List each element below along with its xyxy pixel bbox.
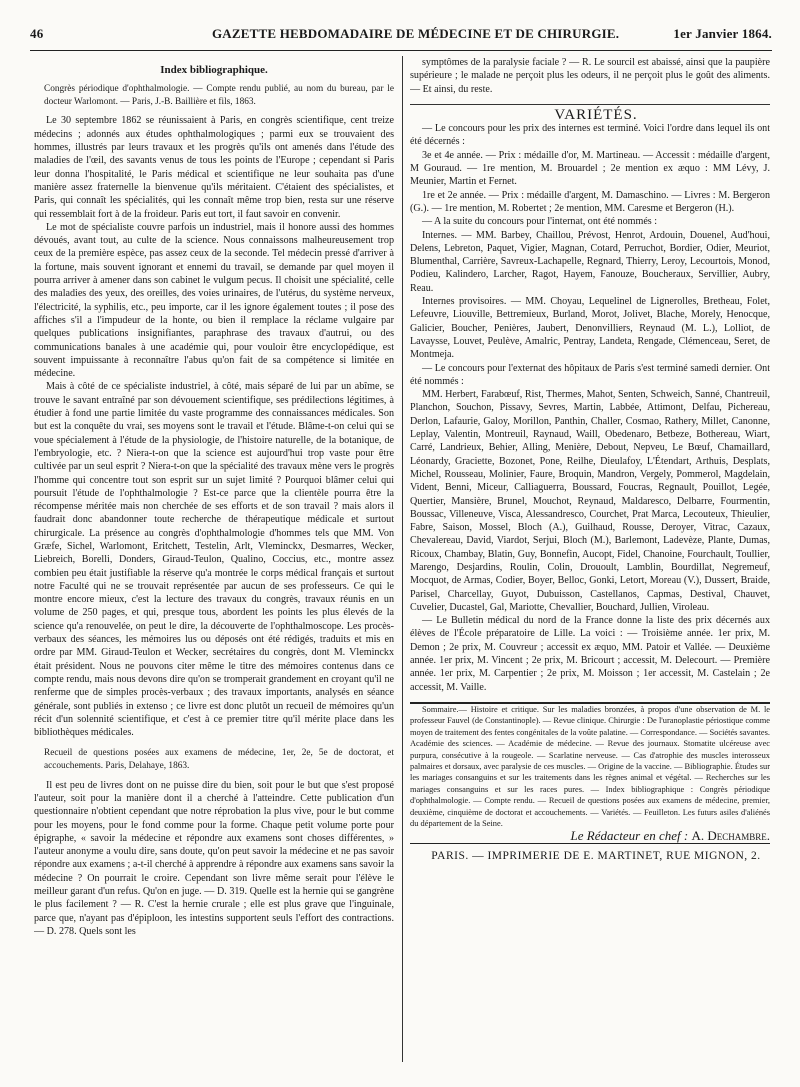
paragraph: symptômes de la paralysie faciale ? — R. Le sourcil est abaissé, ainsi que la paupière supérieure ; le malade ne perçoit plus les odeurs, il ne perçoit plus le goût des aliments. — Et ainsi, du reste. bbox=[410, 57, 770, 95]
column-divider bbox=[402, 56, 403, 1062]
redacteur-name: A. Dechambre. bbox=[691, 828, 770, 844]
paragraph: Internes provisoires. — MM. Choyau, Lequelinel de Lignerolles, Bretheau, Folet, Lefeuvre, Liouville, Bettremieux, Burland, Morot, Jolivet, Blache, Morely, Henocque, Galicier, Boucher, Penières, Jaubert, Denonvilliers, Reynaud (M. L.), Lolliot, de Lavaysse, Louvet, Peulève, Amalric, Pentray, Landeta, Rengade, Clémenceau, Seret, de Montmeja. bbox=[410, 296, 770, 361]
paragraph: — Le Bulletin médical du nord de la France donne la liste des prix décernés aux élèves de l'École préparatoire de Lille. La voici : — Troisième année. 1er prix, M. Demon ; 2e prix, M. Couvreur ; accessit ex æquo, MM. Patoir et Vallée. — Deuxième année. 1er prix, M. Vincent ; 2e prix, M. Bricourt ; accessit, M. Delecourt. — Première année. 1er prix, M. Carpentier ; 2e prix, M. Moisson ; 1er accessit, M. Castelain ; 2e accessit, M. Vaille. bbox=[410, 615, 770, 693]
paragraph: 3e et 4e année. — Prix : médaille d'or, M. Martineau. — Accessit : médaille d'argent, M Gouraud. — 1re mention, M. Brouardel ; 2e mention ex æquo : MM Lévy, J. Meunier, Martin et Fernet. bbox=[410, 149, 770, 188]
page-number: 46 bbox=[30, 26, 44, 41]
header-rule bbox=[30, 50, 772, 51]
right-column bbox=[410, 56, 770, 1066]
issue-date: 1er Janvier 1864. bbox=[673, 26, 772, 41]
page-header bbox=[30, 26, 772, 46]
varietes-rule bbox=[410, 104, 770, 105]
spacer bbox=[34, 739, 394, 747]
paragraph: Le 30 septembre 1862 se réunissaient à Paris, en congrès scientifique, cent treize médecins ; adonnés aux études ophthalmologiques ; parmi eux se trouvaient des hommes, illustrés par leurs travaux et les progrès qu'ils ont amenés dans l'étude des maladies de l'œil, des savants venus de tous les points de l'Europe ; cependant si Paris leur donna l'hospitalité, le Paris médical et scientifique ne leur souhaita pas d'une manière assez fraternelle la bienvenue qu'ils méritaient. C'étaient des spécialistes, et Paris, qui connaît les spécialités, qui les connaît même trop bien, resta sur une réserve qui ressemblait fort à de la froideur. Paris eut tort, il faut savoir en convenir. bbox=[34, 115, 394, 220]
paragraph: 1re et 2e année. — Prix : médaille d'argent, M. Damaschino. — Livres : M. Bergeron (G.). — 1re mention, M. Robertet ; 2e mention, MM. Caresme et Bergeron (H.). bbox=[410, 189, 770, 214]
left-column bbox=[34, 56, 394, 1066]
redacteur-line bbox=[410, 829, 770, 842]
redacteur-label: Le Rédacteur en chef : bbox=[570, 828, 689, 844]
sommaire bbox=[410, 704, 770, 829]
paragraph: — Le concours pour l'externat des hôpitaux de Paris s'est terminé samedi dernier. Ont été nommés : bbox=[410, 362, 770, 387]
paragraph: Mais à côté de ce spécialiste industriel, à côté, mais séparé de lui par un abîme, se trouve le savant entraîné par son dévouement scientifique, ses prédilections légitimes, à étudier à fond une partie limitée du vaste programme des connaissances médicales. Son but est la conquête du vrai, ses moyens sont le travail et l'étude. Blâme-t-on celui qui se voue spécialement à l'étude de la physiologie, de l'histoire naturelle, de la botanique, de l'embryologie, etc. ? Niera-t-on que la science est aujourd'hui trop vaste pour être cultivée par un seul esprit ? Niera-t-on que la spécialité des travaux mène vers le progrès l'homme qui concentre tout son esprit sur un sujet limité ? Pourquoi blâmer celui qui poursuit l'étude de l'ophthalmologie ? Est-ce parce que la clientèle pourra être la récompense méritée mais non cherchée de ses efforts et de son travail ? mais alors il faudrait donc abandonner toute recherche de thérapeutique médicale et surtout chirurgicale. La présence au congrès d'ophthalmologie d'hommes tels que MM. Von Græfe, Sichel, Warlomont, Eritchett, Testelin, Arlt, Vleminckx, Desmarres, Wecker, Liebreich, Borelli, Donders, Giraud-Teulon, Qualino, Coccius, etc., montre assez combien peu était justifiable la réserve qu'a montrée le corps médical français et surtout notre Faculté qui ne se trouvait représentée par aucun de ses professeurs. Ce qui le montre encore mieux, c'est la lecture des travaux du congrès, travaux réunis en un volume de 250 pages, et qui, presque tous, abordent les points les plus élevés de la science qu'a renouvelée, on peut le dire, la découverte de l'ophthalmoscope. Les procès-verbaux des séances, les mémoires lus ou déposés ont été rédigés, traduits et mis en ordre par MM. Giraud-Teulon et Wecker, secrétaires du congrès, dont M. Vleminckx était président. Nous ne pouvons citer même le titre des mémoires contenus dans ce compte rendu, mais nous devons dire qu'on se tromperait grandement en croyant qu'il ne renferme que de simples procès-verbaux ; des travaux importants, analysés en séance générale, sont publiés in extenso ; ce livre est donc plutôt un recueil de mémoires qu'un récit d'un solennité scientifique, et c'est à ce premier titre qu'il mérite place dans les bibliothèques médicales. bbox=[34, 381, 394, 739]
paragraph: Il est peu de livres dont on ne puisse dire du bien, soit pour le but que s'est proposé l'auteur, soit pour la manière dont il a cherché à l'atteindre. Cette publication d'un questionnaire n'obtient cependant que notre réprobation la plus vive, pour le but comme pour les moyens, pour le fond comme pour la forme. Chaque petit volume porte pour épigraphe, « savoir la médecine et répondre aux examens sont choses différentes, » l'auteur anonyme a voulu dire, sans doute, qu'on peut savoir la médecine et ne pas savoir répondre aux examens ; a-t-il cherché à apprendre à répondre aux examens sans savoir la médecine ? On pourrait le croire. Cependant son livre même serait pour l'élève le meilleur garant d'un refus. Qu'on en juge. — D. 319. Quelle est la hernie qui se gangrène le plus facilement ? — R. C'est la hernie crurale ; elle est plus grave que l'inguinale, parce que, n'ayant pas d'épiploon, les intestins supportent seuls l'effort des contractions. — D. 278. Quels sont les bbox=[34, 779, 394, 937]
reference-congres: Congrès périodique d'ophthalmologie. — Compte rendu publié, au nom du bureau, par le docteur Warlomont. — Paris, J.-B. Baillière et fils, 1863. bbox=[44, 84, 394, 107]
paragraph: — Le concours pour les prix des internes est terminé. Voici l'ordre dans lequel ils ont été décernés : bbox=[410, 123, 770, 148]
journal-title: GAZETTE HEBDOMADAIRE DE MÉDECINE ET DE CHIRURGIE. bbox=[212, 26, 620, 41]
sommaire-label: Sommaire.— bbox=[422, 704, 467, 714]
imprint: PARIS. — IMPRIMERIE DE E. MARTINET, RUE MIGNON, 2. bbox=[431, 849, 761, 862]
sommaire-text: Histoire et critique. Sur les maladies bronzées, à propos d'une observation de M. le professeur Fauvel (de Constantinople). — Revue clinique. Chirurgie : De l'uranoplastie périostique comme moyen de traitement des fentes congénitales de la voûte palatine. — Correspondance. — Sociétés savantes. Académie des sciences. — Académie de médecine. — Revue des journaux. Stomatite ulcéreuse avec purpura, consécutive à la rougeole. — Scarlatine nerveuse. — Cas d'atrophie des muscles interosseux palmaires et dorsaux, avec paralysie de ces muscles. — Origine de la vaccine. — Bibliographie. Études sur les mariages consanguins et sur les traitements dans les règnes animal et végétal. — Recherches sur les mariages consanguins et sur les races pures. — Index bibliographique : Congrès périodique d'ophthalmologie. — Compte rendu. — Recueil de questions posées aux examens de médecine, premier, deuxième, cinquième de doctorat et accouchements. — Variétés. — Feuilleton. Les futurs asiles d'aliénés du département de la Seine. bbox=[410, 704, 770, 829]
paragraph: Le mot de spécialiste couvre parfois un industriel, mais il honore aussi des hommes dévoués, avant tout, au culte de la science. Nous connaissons malheureusement trop ceux de la première espèce, pas assez ceux de la seconde. Tel médecin pressé d'arriver à la fortune, mais souvent ignorant et ennemi du travail, se demande par quel moyen il pourra arriver à amener dans son cabinet le vulgum pecus. Il choisit une spécialité, celle des maladies des yeux, des oreilles, des voies urinaires, de l'utérus, du système nerveux, l'électricité, la syphilis, etc., peu importe, car il les ignore également toutes ; il pose des affiches s'il a l'impudeur de la honte, ou bien il remplace la réclame vulgaire par quelques publications insignifiantes, paraphrase des travaux d'autrui, ou des communications banales à une académie qui, pour vouloir être encyclopédique, est souvent impuissante à reconnaître l'abus qu'on fait de sa compétence si limitée en médecine. bbox=[34, 221, 394, 380]
section-title-index: Index bibliographique. bbox=[160, 64, 268, 76]
paragraph: Internes. — MM. Barbey, Chaillou, Prévost, Henrot, Ardouin, Douenel, Aud'houi, Delens, Lebreton, Paquet, Vigier, Magnan, Cotard, Perruchot, Bordier, Odier, Meuriot, Blumenthal, Carrière, Savreux-Lachapelle, Regnard, Thierry, Leroy, Lecourtois, Monod, Podieu, Kalindero, Larcher, Ragot, Hayem, Fanouze, Boucheraux, Servillier, Aubry, Reau. bbox=[410, 229, 770, 294]
paragraph: — A la suite du concours pour l'internat, ont été nommés : bbox=[422, 216, 658, 228]
reference-recueil: Recueil de questions posées aux examens de médecine, 1er, 2e, 5e de doctorat, et accouchements. Paris, Delahaye, 1863. bbox=[44, 748, 394, 772]
section-title-varietes: VARIÉTÉS. bbox=[554, 106, 638, 123]
paragraph: MM. Herbert, Farabœuf, Rist, Thermes, Mahot, Senten, Schweich, Sanné, Chantreuil, Planchon, Souchon, Pissavy, Sevres, Martin, Labbée, Attimont, Delfau, Pichereau, Derlon, Lafaurie, Galoy, Morillon, Panthin, Challer, Cosmao, Rathery, Millet, Canonne, Leplay, Valentin, Montreuil, Raynaud, Waill, Obedenaro, Betbeze, Bothereau, Wiart, Carré, Landrieux, Behier, Alling, Menière, Debout, Nepveu, Le Bœuf, Chamaillard, Léonardy, Graciette, Bozonet, Pone, Reilhe, Dieulafoy, L'Étendart, Arthuis, Desplats, Michel, Rousseau, Molinier, Faure, Broquin, Mandron, Vergely, Pommerol, Magdelain, Vident, Benni, Miceur, Calliaguerra, Boussard, Foucras, Regnault, Pouillot, Legée, Quertier, Mansière, Brunel, Mouchot, Reynaud, Maldaresco, Delbarre, Fourmentin, Boussac, Villeneuve, Visca, Alessandresco, Courchet, Prat Marca, Lecouteux, Thieulier, Fabre, Saison, Mossel, Bloch (A.), Guilhaud, Rousse, Deroyer, Vitrac, Cazaux, Chevalereau, David, Viardot, Serjui, Bloch (M.), Barlemont, Ladevèze, Plante, Dumas, Ricoux, Chambay, Blatin, Guy, Bonnefin, Aucopt, Fidel, Chanoine, Fourchault, Toullier, Marengo, Desjardins, Roulin, Colin, Drouoult, Lamblin, Bourdillat, Negremeuf, Mocquot, de Armas, Codier, Boyer, Belloc, Gonki, Letort, Moreau (V.), Dussert, Braide, Parisel, Charcellay, Guyot, Dubuisson, Castellanos, Capmas, Destival, Chauvet, Cuvelier, Ducastel, Gal, Mariotte, Chevallier, Bouchard, Jullien, Viroleau. bbox=[410, 389, 770, 613]
